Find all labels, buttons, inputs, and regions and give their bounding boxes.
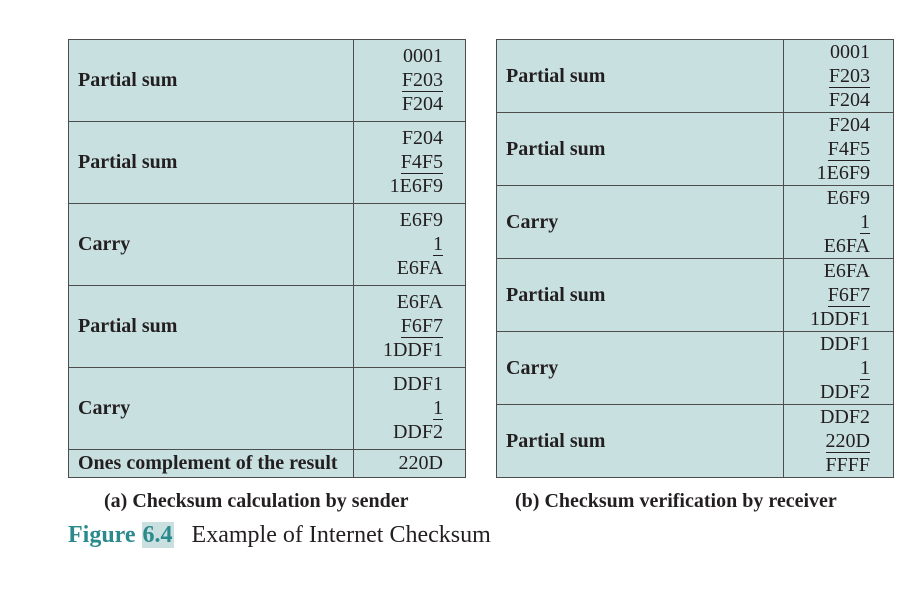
row-label: Carry	[497, 186, 784, 259]
value-line	[354, 314, 443, 338]
addend-value: F203	[828, 65, 870, 87]
value-line	[354, 44, 443, 68]
value-line	[784, 161, 870, 185]
row-values	[354, 449, 466, 477]
value-line	[354, 92, 443, 116]
figure-label	[68, 522, 174, 548]
value-text: 1DDF1	[809, 308, 870, 330]
row-label: Partial sum	[69, 40, 354, 122]
row-values	[354, 285, 466, 367]
value-text: E6FA	[823, 260, 870, 282]
value-line	[354, 256, 443, 280]
row-label: Carry	[69, 203, 354, 285]
value-text: DDF2	[392, 421, 443, 444]
value-text: F204	[828, 89, 870, 111]
row-label: Partial sum	[69, 121, 354, 203]
row-values	[784, 113, 894, 186]
row-label: Carry	[497, 332, 784, 405]
figure-label-text: Figure	[68, 522, 136, 548]
row-values	[784, 186, 894, 259]
value-line	[354, 372, 443, 396]
row-label: Carry	[69, 367, 354, 449]
table-row	[69, 367, 466, 449]
receiver-checksum-table	[496, 39, 894, 478]
value-text: E6F9	[826, 187, 870, 209]
figure-caption	[68, 522, 491, 549]
row-values	[354, 40, 466, 122]
value-line	[354, 396, 443, 420]
value-line	[354, 208, 443, 232]
figure-title: Example of Internet Checksum	[191, 522, 491, 548]
value-line	[354, 174, 443, 198]
value-line	[784, 453, 870, 477]
table-row	[497, 332, 894, 405]
value-line	[784, 429, 870, 453]
value-line	[784, 356, 870, 380]
value-line	[784, 380, 870, 404]
table-row	[69, 121, 466, 203]
value-text: DDF1	[392, 373, 443, 396]
table-row	[497, 405, 894, 478]
addend-value: F6F7	[400, 315, 443, 338]
value-line	[784, 88, 870, 112]
addend-value: F6F7	[827, 284, 870, 306]
value-text: E6F9	[399, 209, 443, 232]
table-row	[69, 40, 466, 122]
addend-value: F4F5	[827, 138, 870, 160]
addend-value: 220D	[825, 430, 870, 452]
value-text: 0001	[830, 41, 870, 63]
table-row	[497, 40, 894, 113]
row-label: Partial sum	[497, 405, 784, 478]
row-values	[354, 121, 466, 203]
value-text: F204	[401, 127, 443, 150]
value-line	[784, 307, 870, 331]
value-text: 1E6F9	[816, 162, 870, 184]
receiver-table-caption: (b) Checksum verification by receiver	[515, 490, 837, 512]
addend-value: F4F5	[400, 151, 443, 174]
row-values	[784, 332, 894, 405]
value-line	[784, 40, 870, 64]
value-text: DDF2	[819, 406, 870, 428]
value-text: 220D	[398, 452, 443, 475]
row-label: Partial sum	[497, 259, 784, 332]
value-line	[784, 332, 870, 356]
value-line	[784, 137, 870, 161]
value-text: E6FA	[396, 291, 443, 314]
addend-value: 1	[860, 357, 870, 379]
value-line	[354, 338, 443, 362]
value-text: FFFF	[825, 454, 870, 476]
value-text: DDF2	[819, 381, 870, 403]
row-values	[354, 203, 466, 285]
value-line	[784, 64, 870, 88]
table-row	[497, 113, 894, 186]
figure-number: 6.4	[142, 522, 173, 548]
table-row	[497, 186, 894, 259]
table-row	[69, 285, 466, 367]
value-line	[354, 68, 443, 92]
table-row	[497, 259, 894, 332]
sender-checksum-table	[68, 39, 466, 478]
value-line	[784, 405, 870, 429]
value-line	[784, 283, 870, 307]
value-text: 1E6F9	[389, 175, 443, 198]
addend-value: F203	[401, 69, 443, 92]
value-text: E6FA	[823, 235, 870, 257]
value-line	[354, 232, 443, 256]
row-values	[784, 405, 894, 478]
addend-value: 1	[860, 211, 870, 233]
value-line	[354, 290, 443, 314]
value-line	[784, 234, 870, 258]
row-label: Ones complement of the result	[69, 449, 354, 477]
value-text: F204	[828, 114, 870, 136]
value-line	[354, 451, 443, 475]
value-text: E6FA	[396, 257, 443, 280]
row-values	[354, 367, 466, 449]
sender-table-body	[69, 40, 466, 478]
value-line	[354, 126, 443, 150]
value-text: DDF1	[819, 333, 870, 355]
table-row	[69, 203, 466, 285]
value-text: 1DDF1	[382, 339, 443, 362]
value-line	[784, 186, 870, 210]
value-line	[784, 113, 870, 137]
row-values	[784, 40, 894, 113]
row-values	[784, 259, 894, 332]
value-line	[354, 420, 443, 444]
value-line	[784, 259, 870, 283]
addend-value: 1	[433, 233, 443, 256]
table-row	[69, 449, 466, 477]
row-label: Partial sum	[69, 285, 354, 367]
value-line	[354, 150, 443, 174]
addend-value: 1	[433, 397, 443, 420]
value-line	[784, 210, 870, 234]
value-text: 0001	[403, 45, 443, 68]
row-label: Partial sum	[497, 113, 784, 186]
value-text: F204	[401, 93, 443, 116]
row-label: Partial sum	[497, 40, 784, 113]
sender-table-caption: (a) Checksum calculation by sender	[104, 490, 409, 512]
receiver-table-body	[497, 40, 894, 478]
